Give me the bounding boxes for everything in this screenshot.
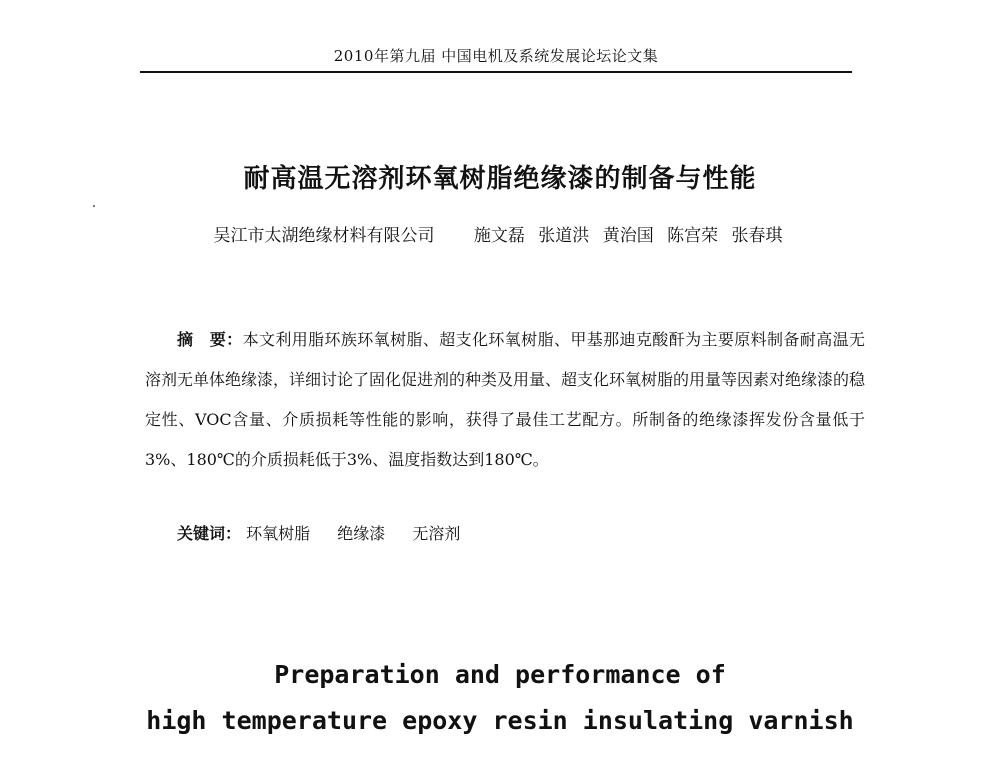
affiliation: 吴江市太湖绝缘材料有限公司 xyxy=(213,226,435,246)
abstract-section xyxy=(145,320,865,480)
header-rule xyxy=(140,71,852,73)
abstract-paragraph xyxy=(145,320,865,480)
byline xyxy=(0,224,1000,248)
keywords-label: 关键词： xyxy=(177,524,242,543)
author-name: 陈宫荣 xyxy=(667,226,719,246)
author-name: 黄治国 xyxy=(602,226,654,246)
keyword: 无溶剂 xyxy=(412,524,461,543)
abstract-text: 本文利用脂环族环氧树脂、超支化环氧树脂、甲基那迪克酸酐为主要原料制备耐高温无溶剂无单体绝缘漆，详细讨论了固化促进剂的种类及用量、超支化环氧树脂的用量等因素对绝缘漆的稳定性、VOC含量、介质损耗等性能的影响，获得了最佳工艺配方。所制备的绝缘漆挥发份含量低于3%、180℃的介质损耗低于3%、温度指数达到180℃。 xyxy=(145,330,866,469)
keyword: 环氧树脂 xyxy=(246,524,311,543)
paper-title-cn: 耐高温无溶剂环氧树脂绝缘漆的制备与性能 xyxy=(243,164,757,194)
paper-title-en-line-1: Preparation and performance of xyxy=(274,660,726,689)
author-name: 施文磊 xyxy=(473,226,525,246)
running-header: 2010年第九届 中国电机及系统发展论坛论文集 xyxy=(333,47,659,65)
abstract-label: 摘 要： xyxy=(177,330,243,349)
author-list xyxy=(470,226,787,246)
scan-speck xyxy=(93,205,95,207)
keywords-line xyxy=(177,522,482,546)
author-name: 张春琪 xyxy=(731,226,783,246)
keyword: 绝缘漆 xyxy=(337,524,386,543)
paper-title-en-line-2: high temperature epoxy resin insulating varnish xyxy=(146,706,854,735)
author-name: 张道洪 xyxy=(538,226,590,246)
